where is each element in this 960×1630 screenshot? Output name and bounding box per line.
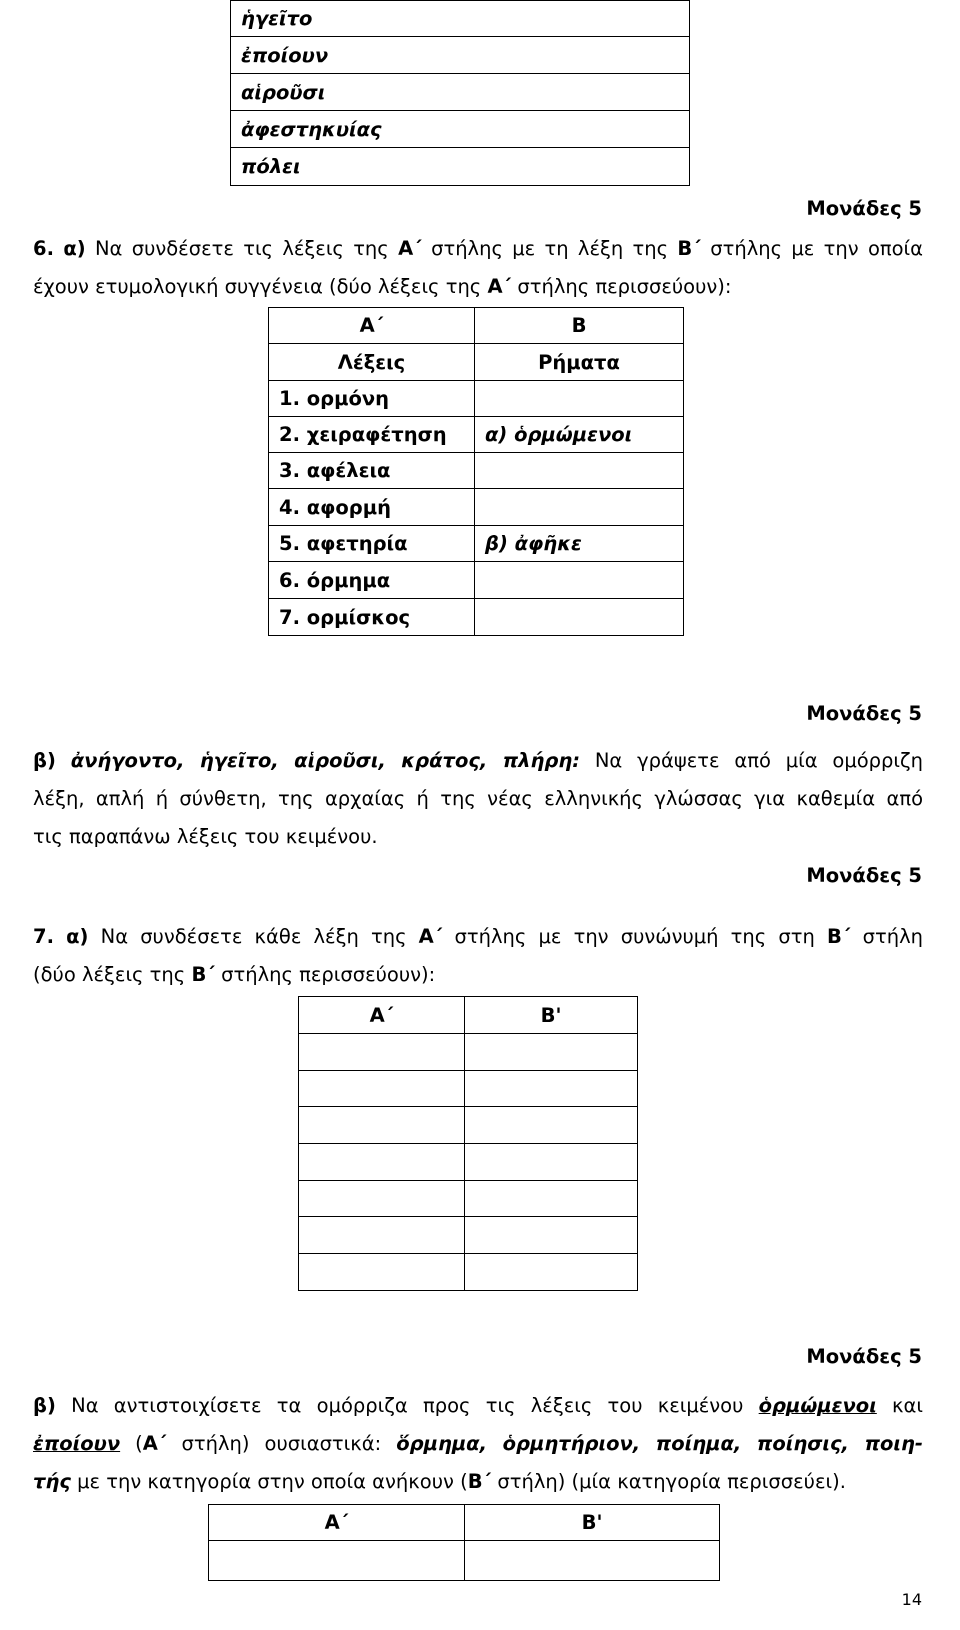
column-a-subheader: Λέξεις [269,344,475,381]
column-b-header: Β' [465,997,638,1034]
table-cell [299,1144,465,1181]
q7-a-line2 [33,956,435,994]
question-number: 7. [33,925,54,948]
empty-cell [465,1541,720,1581]
text: στήλης περισσεύουν): [221,963,436,986]
top-table-cell: ἐποίουν [231,37,690,74]
text: Να γράψετε από μία ομόρριζη [594,749,923,772]
table-cell [475,562,684,599]
q6-b-line3: τις παραπάνω λέξεις του κειμένου. [33,825,378,848]
column-b-header: Β [475,308,684,344]
q6-a-line2 [33,268,731,306]
q7-b-line2 [33,1425,923,1463]
subquestion-label: α) [63,237,86,260]
text: έχουν ετυμολογική συγγένεια (δύο λέξεις της [33,275,482,298]
empty-cell [209,1541,465,1581]
column-ref: Β΄ [677,237,701,260]
text: Να συνδέσετε τις λέξεις της [94,237,389,260]
table-cell [299,1217,465,1254]
points-label: Μονάδες 5 [806,1345,922,1368]
q6-matching-table [268,307,684,636]
table-cell: 6. όρμημα [269,562,475,599]
noun-list-end: τής [33,1470,71,1493]
text: στήλη [862,925,923,948]
table-cell: 1. ορμόνη [269,381,475,417]
top-table-cell: πόλει [231,148,690,186]
table-cell: β) ἀφῆκε [475,526,684,562]
question-number: 6. [33,237,54,260]
table-cell: 5. αφετηρία [269,526,475,562]
text: στήλης με την οποία [710,237,923,260]
text: με την κατηγορία στην οποία ανήκουν ( [77,1470,468,1493]
text: (δύο λέξεις της [33,963,186,986]
column-ref: Β΄ [827,925,851,948]
subquestion-label: β) [33,1394,56,1417]
top-table-cell: ἡγεῖτο [231,1,690,37]
points-label: Μονάδες 5 [806,702,922,725]
text: στήλης με την συνώνυμή της στη [454,925,815,948]
q6-a-line1 [33,230,923,268]
q7-b-line3 [33,1463,846,1501]
table-cell: 4. αφορμή [269,489,475,526]
q7-a-line1 [33,918,923,956]
keyword: ὁρμώμενοι [758,1394,877,1417]
table-cell [475,489,684,526]
column-ref: Α΄ [487,275,512,298]
text: Να αντιστοιχίσετε τα ομόρριζα προς τις λέξεις του κειμένου [71,1394,744,1417]
table-cell [475,599,684,636]
table-cell [475,453,684,489]
column-a-header: Α΄ [269,308,475,344]
table-cell [465,1144,638,1181]
source-words: ἀνήγοντο, ἡγεῖτο, αἱροῦσι, κράτος, πλήρη: [70,749,581,772]
table-cell [465,1217,638,1254]
table-cell: α) ὁρμώμενοι [475,417,684,453]
text: στήλη) (μία κατηγορία περισσεύει). [497,1470,846,1493]
q7b-category-table [208,1504,720,1581]
table-cell [465,1107,638,1144]
text: στήλης περισσεύουν): [517,275,732,298]
text: και [892,1394,923,1417]
column-ref: Α΄ [418,925,443,948]
top-table-cell: ἀφεστηκυίας [231,111,690,148]
points-label: Μονάδες 5 [806,197,922,220]
table-cell [299,1254,465,1291]
table-cell [465,1181,638,1217]
column-b-subheader: Ρήματα [475,344,684,381]
subquestion-label: α) [66,925,89,948]
q7-synonym-table [298,996,638,1291]
table-cell: 3. αφέλεια [269,453,475,489]
table-cell [299,1181,465,1217]
table-cell [475,381,684,417]
table-cell [465,1034,638,1071]
noun-list: ὅρμημα, ὁρμητήριον, ποίημα, ποίησις, ποιη- [396,1432,923,1455]
table-cell [465,1254,638,1291]
table-cell [465,1071,638,1107]
column-b-header: Β' [465,1505,720,1541]
column-ref: Α΄ [398,237,422,260]
column-a-header: Α΄ [209,1505,465,1541]
q6-b-line1 [33,742,923,780]
text: Να συνδέσετε κάθε λέξη της [100,925,407,948]
top-word-table [230,0,690,186]
table-cell [299,1107,465,1144]
top-table-cell: αἱροῦσι [231,74,690,111]
text: (Α΄ [135,1432,167,1455]
text: στήλη) ουσιαστικά: [181,1432,382,1455]
keyword: ἐποίουν [33,1432,121,1455]
q7-b-line1 [33,1387,923,1425]
table-cell [299,1034,465,1071]
column-ref: Β΄ [467,1470,492,1493]
text: στήλης με τη λέξη της [431,237,669,260]
subquestion-label: β) [33,749,56,772]
table-cell: 2. χειραφέτηση [269,417,475,453]
points-label: Μονάδες 5 [806,864,922,887]
column-ref: Β΄ [191,963,215,986]
q6-b-line2: λέξη, απλή ή σύνθετη, της αρχαίας ή της νέας ελληνικής γλώσσας για καθεμία από [33,787,923,810]
column-a-header: Α΄ [299,997,465,1034]
table-cell [299,1071,465,1107]
table-cell: 7. ορμίσκος [269,599,475,636]
page-number: 14 [901,1590,922,1609]
